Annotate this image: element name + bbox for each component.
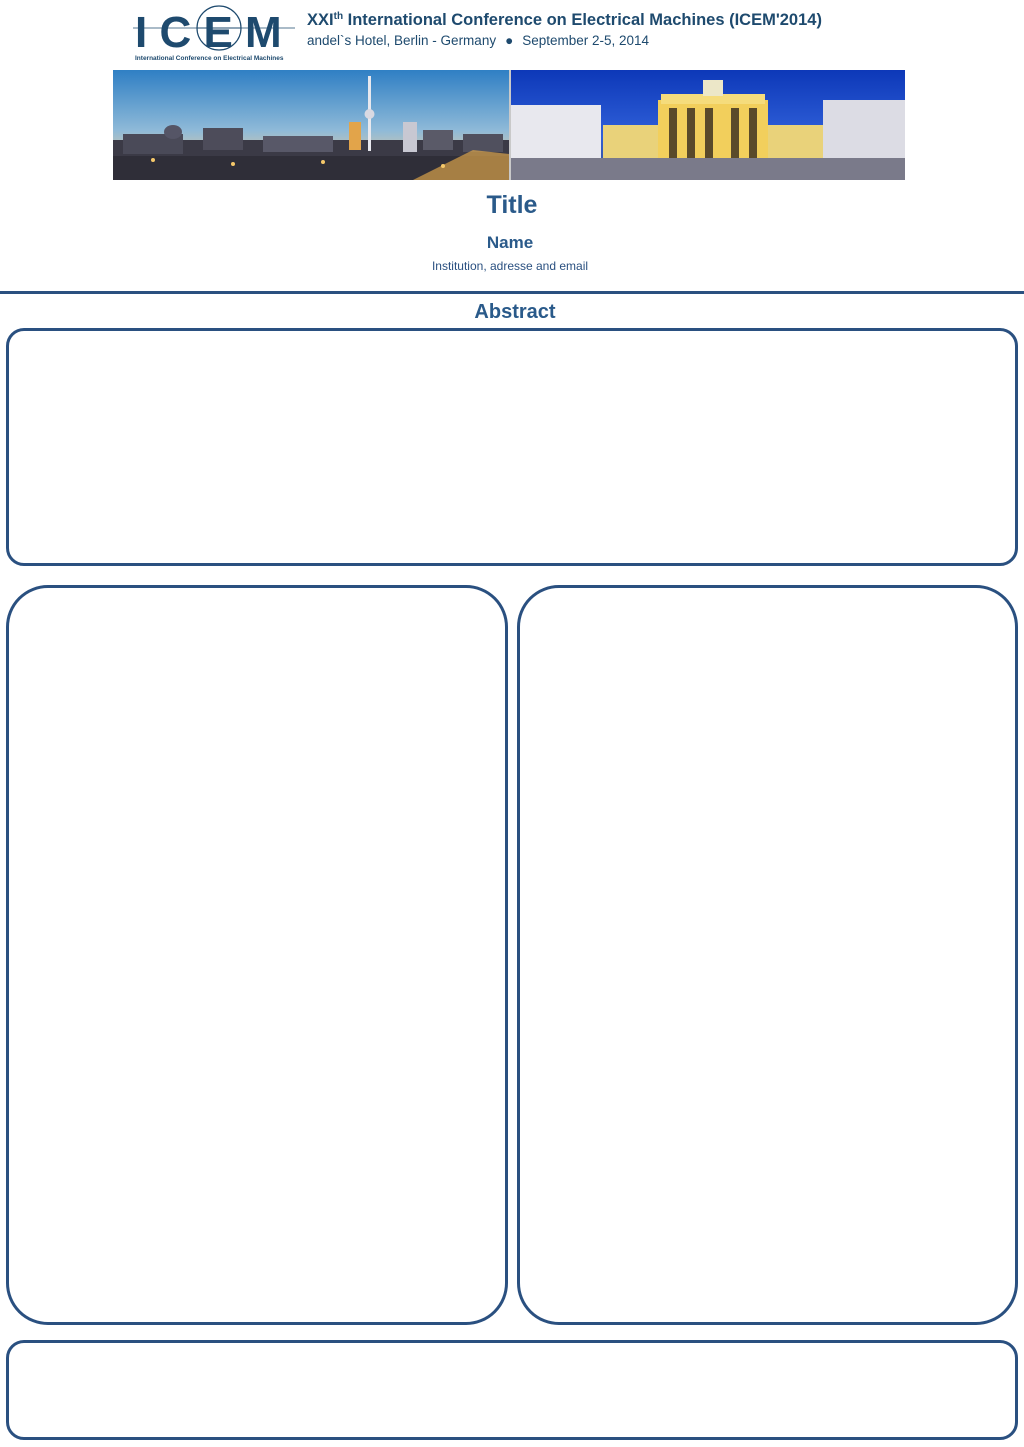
conference-ordinal: th	[333, 11, 344, 22]
conference-roman: XXI	[307, 11, 334, 29]
conference-dates: September 2-5, 2014	[522, 33, 650, 48]
left-column-box	[6, 585, 508, 1325]
brandenburg-gate-photo	[511, 70, 905, 180]
abstract-heading: Abstract	[474, 301, 556, 323]
right-column-box	[517, 585, 1018, 1325]
banner-photos	[113, 70, 905, 180]
logo-caption: International Conference on Electrical Machines	[135, 55, 284, 62]
banner-illustration	[113, 70, 905, 180]
icem-logo	[133, 4, 295, 66]
author-institution: Institution, adresse and email	[431, 259, 589, 273]
poster-title: Title	[486, 191, 538, 219]
conference-venue: andel`s Hotel, Berlin - Germany	[307, 33, 497, 48]
berlin-skyline-photo	[113, 70, 509, 180]
abstract-box	[6, 328, 1018, 566]
conference-title	[307, 11, 822, 30]
bullet-separator: ●	[505, 33, 514, 48]
conference-title-rest: International Conference on Electrical Machines (ICEM'2014)	[343, 11, 822, 29]
conference-venue-line	[307, 33, 649, 48]
author-name: Name	[486, 233, 534, 252]
header-divider	[0, 291, 1024, 294]
logo-letters: I C E M	[135, 8, 282, 57]
bottom-box	[6, 1340, 1018, 1440]
